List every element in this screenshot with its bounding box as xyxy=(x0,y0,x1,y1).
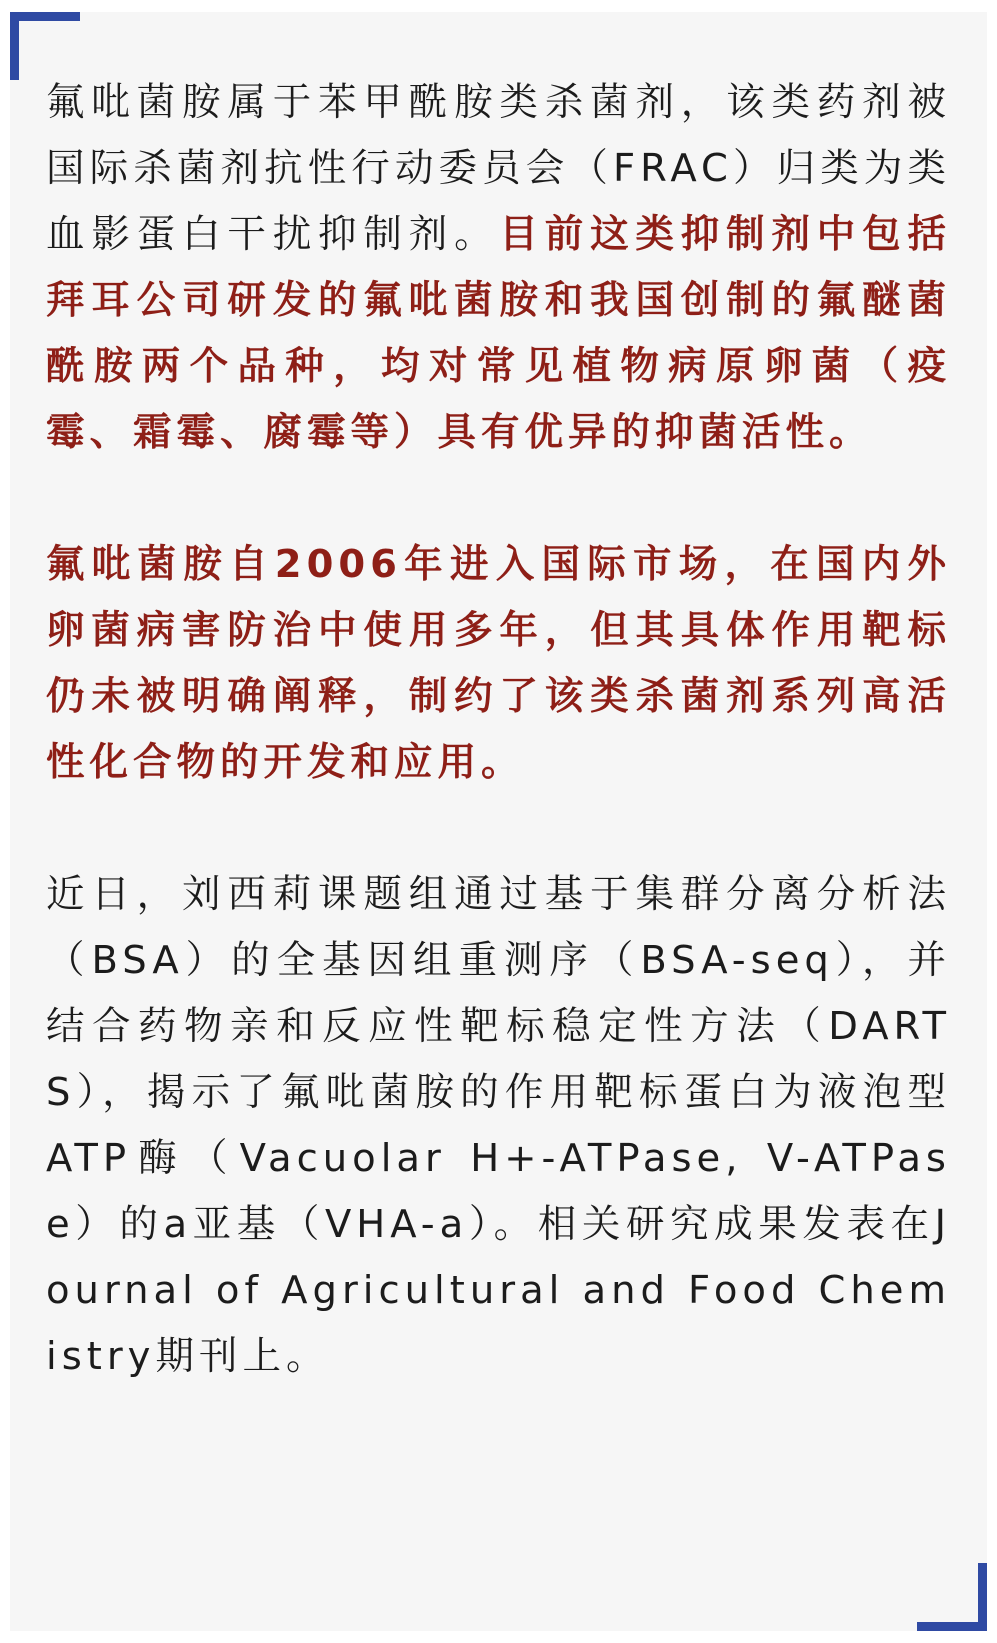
paragraph-2 xyxy=(46,532,951,796)
paragraph-3-text: 近日，刘西莉课题组通过基于集群分离分析法（BSA）的全基因组重测序（BSA-seq），并结合药物亲和反应性靶标稳定性方法（DARTS），揭示了氟吡菌胺的作用靶标蛋白为液泡型ATP酶（Vacuolar H+-ATPase, V-ATPase）的a亚基（VHA-a）。相关研究成果发表在Journal of Agricultural and Food Chemistry期刊上。 xyxy=(46,872,951,1379)
paragraph-1-highlight: 目前这类抑制剂中包括拜耳公司研发的氟吡菌胺和我国创制的氟醚菌酰胺两个品种，均对常见植物病原卵菌（疫霉、霜霉、腐霉等）具有优异的抑菌活性。 xyxy=(46,212,951,455)
article-body xyxy=(46,70,951,1390)
paragraph-1 xyxy=(46,70,951,466)
paragraph-1-text: 氟吡菌胺属于苯甲酰胺类杀菌剂，该类药剂被国际杀菌剂抗性行动委员会（FRAC）归类为类血影蛋白干扰抑制剂。 xyxy=(46,80,951,257)
corner-bracket-bottom-right xyxy=(917,1563,987,1631)
paragraph-2-highlight: 氟吡菌胺自2006年进入国际市场，在国内外卵菌病害防治中使用多年，但其具体作用靶标仍未被明确阐释，制约了该类杀菌剂系列高活性化合物的开发和应用。 xyxy=(46,542,951,785)
paragraph-3 xyxy=(46,862,951,1390)
